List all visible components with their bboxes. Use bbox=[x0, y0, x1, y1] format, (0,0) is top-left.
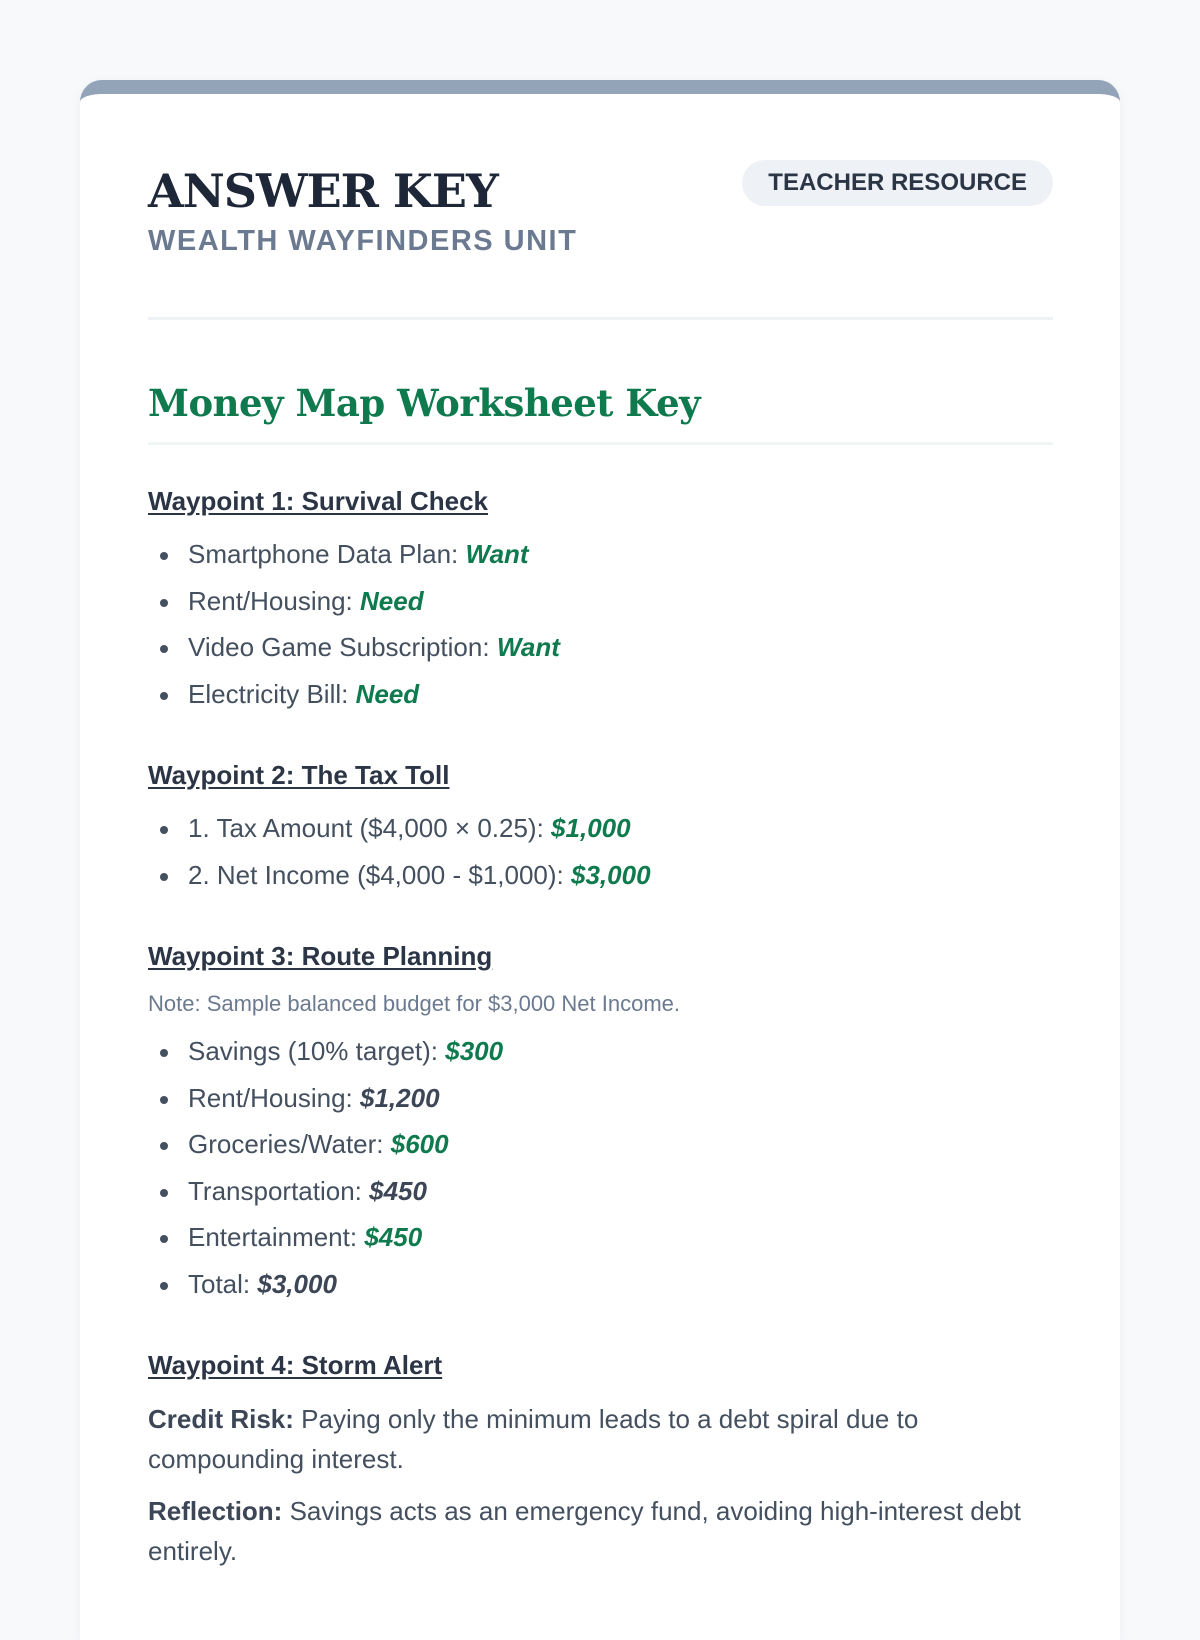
item-value: Want bbox=[496, 632, 560, 662]
waypoint-1-list bbox=[148, 531, 1053, 717]
item-value: $1,200 bbox=[360, 1082, 440, 1113]
item-label: 2. Net Income ($4,000 - $1,000): bbox=[188, 859, 564, 890]
item-value: Want bbox=[465, 539, 529, 569]
waypoint-3-note: Note: Sample balanced budget for $3,000 Net Income. bbox=[148, 991, 681, 1016]
list-item bbox=[148, 1075, 1053, 1122]
item-label: Smartphone Data Plan: bbox=[188, 539, 459, 569]
item-value: $300 bbox=[445, 1036, 504, 1066]
list-item bbox=[148, 624, 1053, 671]
waypoint-3-list bbox=[148, 1028, 1053, 1307]
item-label: 1. Tax Amount ($4,000 × 0.25): bbox=[188, 813, 544, 843]
list-item bbox=[148, 671, 1053, 718]
paragraph-label: Reflection: bbox=[148, 1496, 283, 1526]
item-value: $450 bbox=[364, 1222, 423, 1252]
item-value: $450 bbox=[369, 1175, 427, 1206]
answer-key-card bbox=[80, 80, 1120, 1640]
waypoint-1-title: Waypoint 1: Survival Check bbox=[148, 486, 489, 516]
item-label: Groceries/Water: bbox=[188, 1129, 384, 1159]
paragraph-text: Paying only the minimum leads to a debt spiral due to compounding interest. bbox=[148, 1404, 919, 1474]
item-label: Savings (10% target): bbox=[188, 1036, 439, 1066]
header bbox=[148, 94, 1053, 320]
waypoint-2-title: Waypoint 2: The Tax Toll bbox=[148, 760, 450, 790]
item-label: Electricity Bill: bbox=[188, 678, 349, 709]
list-item bbox=[148, 805, 1053, 852]
item-value: $1,000 bbox=[551, 813, 631, 843]
list-item bbox=[148, 1121, 1053, 1168]
item-label: Transportation: bbox=[188, 1175, 362, 1206]
list-item bbox=[148, 1028, 1053, 1075]
page-title: ANSWER KEY bbox=[148, 164, 498, 218]
item-label: Video Game Subscription: bbox=[188, 632, 490, 662]
item-value: $3,000 bbox=[257, 1268, 337, 1299]
section-title: Money Map Worksheet Key bbox=[148, 380, 1053, 445]
list-item bbox=[148, 1261, 1053, 1308]
waypoint-2-list bbox=[148, 805, 1053, 898]
list-item bbox=[148, 531, 1053, 578]
item-value: $3,000 bbox=[571, 859, 651, 890]
paragraph-text: Savings acts as an emergency fund, avoiding high-interest debt entirely. bbox=[148, 1496, 1021, 1566]
item-value: $600 bbox=[390, 1129, 449, 1159]
item-label: Rent/Housing: bbox=[188, 1082, 353, 1113]
list-item bbox=[148, 1214, 1053, 1261]
credit-risk-paragraph bbox=[148, 1399, 1053, 1479]
waypoint-3-title: Waypoint 3: Route Planning bbox=[148, 941, 493, 971]
item-label: Rent/Housing: bbox=[188, 585, 353, 616]
list-item bbox=[148, 852, 1053, 899]
item-label: Entertainment: bbox=[188, 1222, 358, 1252]
reflection-paragraph bbox=[148, 1491, 1053, 1571]
list-item bbox=[148, 578, 1053, 625]
list-item bbox=[148, 1168, 1053, 1215]
item-value: Need bbox=[360, 585, 424, 616]
item-value: Need bbox=[355, 678, 420, 709]
teacher-resource-badge: TEACHER RESOURCE bbox=[742, 160, 1053, 206]
item-label: Total: bbox=[188, 1268, 251, 1299]
paragraph-label: Credit Risk: bbox=[148, 1404, 294, 1434]
page-subtitle: WEALTH WAYFINDERS UNIT bbox=[148, 225, 578, 257]
waypoint-4-title: Waypoint 4: Storm Alert bbox=[148, 1350, 443, 1380]
